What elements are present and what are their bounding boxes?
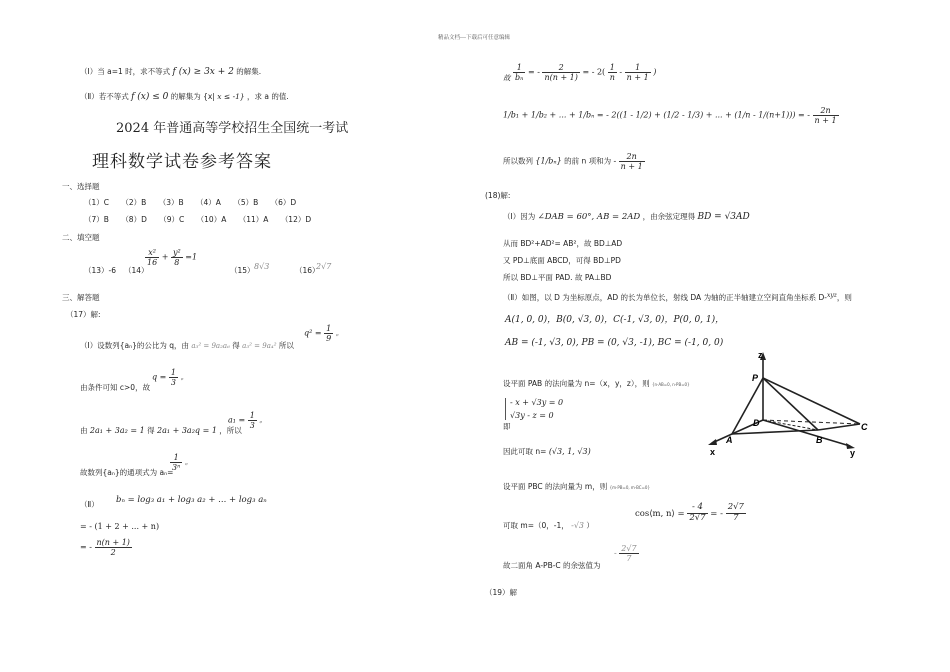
p17-i-eq2: a₃² = 9a₄²	[242, 342, 277, 350]
label-a: A	[726, 435, 733, 445]
section-choice: 一、选择题	[62, 182, 100, 191]
p18-cos-r-den: 7	[733, 512, 739, 523]
p18-l3: 所以 BD⊥平面 PAD. 故 PA⊥BD	[503, 273, 612, 282]
choice-answer: （6）D	[270, 198, 297, 207]
q1-prompt: （Ⅰ）当 a=1 时，求不等式	[80, 67, 171, 76]
p18-m-pre: 设平面 PBC 的法向量为 m，则	[503, 482, 608, 491]
p18-i-pre: （Ⅰ）因为	[503, 212, 536, 221]
p18-ii-xyz: xyz	[826, 292, 837, 299]
p18-cos-den: 2√7	[689, 512, 706, 523]
p18-n-system-tiny: {n·AB=0, n·PB=0}	[651, 382, 690, 387]
p18-m-line	[503, 481, 650, 492]
p18-take-val: (√3, 1, √3)	[548, 447, 591, 456]
choices-row-1	[84, 197, 296, 208]
p17-a1-den: 3	[249, 421, 255, 431]
page-header: 精品文档---下载后可任意编辑	[438, 35, 510, 41]
p18-n-pre: 设平面 PAB 的法向量为 n=（x，y，z），则	[503, 379, 650, 388]
p18-m-val-end: ）	[586, 521, 594, 530]
choice-answer: （11）A	[238, 215, 269, 224]
p18-n-line	[503, 378, 690, 389]
p17-step2	[80, 538, 132, 557]
p17-q2-lhs: q² =	[304, 328, 322, 338]
p17-ii-label: （Ⅱ）	[80, 500, 99, 509]
choice-answer: （7）B	[84, 215, 109, 224]
problem-19-label: （19）解	[485, 588, 518, 597]
fill-14-eq: =1	[185, 252, 198, 262]
choices-row-2	[84, 214, 311, 225]
r3-res-den: n + 1	[620, 162, 643, 172]
p17-i-intro: （Ⅰ）设数列{aₙ}的公比为 q，由	[80, 341, 189, 350]
p18-cos-r-num: 2√7	[727, 502, 744, 512]
r1-rest: = - 2(	[582, 67, 606, 77]
p17-eq3: 2a₁ + 3a₂ = 1	[89, 426, 145, 435]
r1-g-den: n	[609, 73, 615, 83]
choice-answer: （5）B	[233, 198, 259, 207]
q1-line	[80, 66, 261, 77]
p17-q-num: 1	[170, 368, 177, 377]
exam-title: 2024 年普通高等学校招生全国统一考试	[116, 121, 349, 136]
section-fill: 二、填空题	[62, 233, 100, 242]
r3-res-num: 2n	[619, 152, 645, 162]
x-arrow-icon	[708, 439, 717, 445]
p18-cos-lhs: cos⟨m, n⟩ =	[635, 508, 685, 519]
p17-eq4: 2a₁ + 3a₂q = 1	[156, 426, 217, 435]
p17-q-squared	[304, 324, 343, 343]
p17-q2-end: 。	[335, 328, 344, 338]
choice-answer: （9）C	[159, 215, 185, 224]
q1-tail: 的解集.	[236, 67, 262, 76]
label-c: C	[861, 422, 868, 432]
p17-so: ，所以	[219, 426, 242, 435]
q2-inequality: f (x) ≤ 0	[131, 92, 169, 102]
p18-system	[505, 398, 563, 420]
r1-f-num: 2	[542, 63, 579, 73]
p17-step2-num: n(n + 1)	[96, 538, 130, 547]
q2-mid: 的解集为 {x|	[170, 92, 215, 101]
p18-cos-eq: = -	[710, 508, 723, 519]
choice-answer: （10）A	[196, 215, 227, 224]
r1-lhs-den: bₙ	[515, 73, 524, 83]
p17-i-eq1: a₃² = 9a₂a₆	[191, 342, 230, 350]
fill-14-16: 16	[147, 258, 158, 268]
edge-pc	[763, 378, 860, 424]
r1-lhs-num: 1	[513, 63, 525, 73]
p18-final-line	[503, 560, 601, 571]
fill-16-value: 2√7	[316, 262, 332, 271]
p17-cond: 由条件可知 c>0，故	[80, 383, 151, 392]
r3-pre: 所以数列	[503, 156, 533, 166]
p17-i-line	[80, 340, 294, 351]
p18-sys2: √3y - z = 0	[510, 411, 554, 420]
problem-17-label: （17）解:	[66, 310, 101, 319]
p18-l1: 从而 BD²+AD²= AB²，故 BD⊥AD	[503, 239, 623, 248]
label-x: x	[710, 447, 716, 457]
r2-res-den: n + 1	[814, 116, 837, 126]
p18-i-res: BD = √3AD	[697, 212, 750, 222]
p18-take-line	[503, 446, 591, 457]
q1-inequality: f (x) ≥ 3x + 2	[172, 67, 234, 77]
p17-get: 得	[147, 426, 155, 435]
p17-step2-den: 2	[110, 548, 116, 558]
p17-from: 由	[80, 426, 88, 435]
p17-bn: bₙ = log₃ a₁ + log₃ a₂ + ... + log₃ aₙ	[116, 495, 267, 505]
choice-answer: （8）D	[121, 215, 147, 224]
p18-i-line	[503, 211, 750, 222]
p18-ii-text: （Ⅱ）如图，以 D 为坐标原点，AD 的长为单位长，射线 DA 为轴的正半轴建立空间直角坐标系 D-	[503, 293, 827, 302]
choice-answer: （3）B	[158, 198, 184, 207]
p17-a1-end: 。	[259, 415, 267, 425]
label-z: z	[758, 350, 763, 360]
r1-minus: -	[619, 67, 623, 77]
p18-final-value	[614, 544, 639, 563]
p18-final-sign: -	[614, 548, 617, 558]
q2-prompt: （Ⅱ）若不等式	[80, 92, 129, 101]
p17-step1: = - (1 + 2 + ... + n)	[80, 522, 160, 531]
p18-final-den: 7	[626, 554, 632, 564]
q2-tail: ，求 a 的值.	[247, 92, 289, 101]
fill-14-x: x²	[148, 248, 156, 257]
answer-title: 理科数学试卷参考答案	[92, 152, 272, 172]
p18-m-val-mid: -√3	[571, 521, 585, 530]
p17-q-end: 。	[180, 372, 189, 382]
fill-14-label: （14）	[124, 266, 149, 275]
p17-gen-end: 。	[184, 457, 193, 467]
r1-eq: = -	[527, 67, 540, 77]
fill-14-answer: $\frac{\text{x²}}{16}$ + $\frac{\text{y²}}{8}$ =1	[147, 248, 198, 268]
p17-i-so: 所以	[278, 341, 294, 350]
choice-answer: （2）B	[121, 198, 147, 207]
fill-15-label: （15）	[230, 266, 255, 275]
p18-final-pre: 故二面角 A-PB-C 的余弦值为	[503, 561, 601, 570]
r3-line	[503, 152, 645, 171]
p18-cos-num: - 4	[687, 503, 707, 514]
label-y: y	[850, 448, 856, 458]
p18-cos	[635, 503, 746, 524]
p17-q-lhs: q =	[152, 372, 167, 382]
p18-m-value-line	[503, 520, 594, 531]
p18-take: 因此可取 n=	[503, 447, 547, 456]
p17-a1-value	[228, 411, 267, 430]
p18-ii-end: ，则	[836, 293, 852, 302]
p18-l2: 又 PD⊥底面 ABCD，可得 BD⊥PD	[503, 256, 621, 265]
p18-sys-pre: 即	[503, 422, 511, 431]
fill-14-y: y²	[172, 248, 181, 257]
p17-q-den: 3	[170, 378, 177, 388]
p17-gen-den: 3ⁿ	[172, 463, 181, 473]
p17-i-get: 得	[232, 341, 240, 350]
label-d: D	[753, 418, 760, 428]
choice-answer: （1）C	[84, 198, 110, 207]
p17-a1-lhs: a₁ =	[228, 415, 246, 425]
p18-i-mid: ，由余弦定理得	[642, 212, 696, 221]
pyramid-figure	[700, 348, 880, 458]
p17-step2-pre: = -	[80, 542, 92, 552]
p18-sys1: - x + √3y = 0	[510, 398, 564, 407]
choice-answer: （4）A	[196, 198, 221, 207]
section-solve: 三、解答题	[62, 293, 100, 302]
r3-res-pre: -	[613, 156, 617, 166]
y-axis	[763, 420, 850, 446]
fill-13: （13）-6	[84, 266, 117, 275]
r1-h-num: 1	[625, 63, 651, 73]
choice-answer: （12）D	[280, 215, 312, 224]
r3-mid: 的前 n 项和为	[564, 156, 612, 166]
r1-h-den: n + 1	[626, 73, 649, 83]
label-p: P	[752, 373, 759, 383]
q2-line	[80, 91, 289, 102]
r1-g-num: 1	[608, 63, 617, 73]
p17-a1-line	[80, 425, 242, 436]
edge-bc	[818, 424, 860, 430]
r1-line	[503, 63, 656, 84]
p18-vectors: AB = (-1, √3, 0), PB = (0, √3, -1), BC = (-1, 0, 0)	[505, 338, 724, 348]
p17-gen-num: 1	[170, 453, 182, 463]
p18-m-tiny: {m·PB=0, m·BC=0}	[609, 485, 651, 490]
p17-a1-num: 1	[249, 411, 255, 420]
p18-m-val-pre: 可取 m=（0，-1，	[503, 521, 569, 530]
p17-general-value	[170, 453, 192, 472]
p17-q2-num: 1	[326, 324, 332, 333]
r2-sum: 1/b₁ + 1/b₂ + ... + 1/bₙ = - 2((1 - 1/2) + (1/2 - 1/3) + ... + (1/n - 1/(n+1))) = -	[503, 110, 810, 120]
p18-final-num: 2√7	[621, 544, 637, 553]
r2-line	[503, 106, 839, 125]
fill-16-label: （16）	[295, 266, 320, 275]
p18-i-eq: ∠DAB = 60°, AB = 2AD	[537, 212, 641, 222]
label-b: B	[816, 435, 823, 445]
q2-condition: x ≤ -1}	[217, 92, 245, 101]
r1-f-den: n(n + 1)	[544, 73, 578, 83]
r3-set: {1/bₙ}	[535, 156, 562, 166]
fill-15-value: 8√3	[254, 262, 270, 271]
p17-q2-den: 9	[326, 334, 332, 344]
p18-points: A(1, 0, 0)，B(0, √3, 0)，C(-1, √3, 0)，P(0, 0, 1)，	[505, 315, 725, 325]
fill-14-8: 8	[171, 257, 183, 267]
p18-ii-line	[503, 292, 852, 303]
r1-close: )	[653, 67, 657, 77]
r1-pre: 故	[503, 73, 511, 83]
problem-18-label: (18)解:	[485, 191, 511, 200]
p17-general: 故数列{aₙ}的通项式为 aₙ=	[80, 468, 174, 477]
r2-res-num: 2n	[813, 106, 839, 116]
p17-q-value	[152, 368, 188, 387]
